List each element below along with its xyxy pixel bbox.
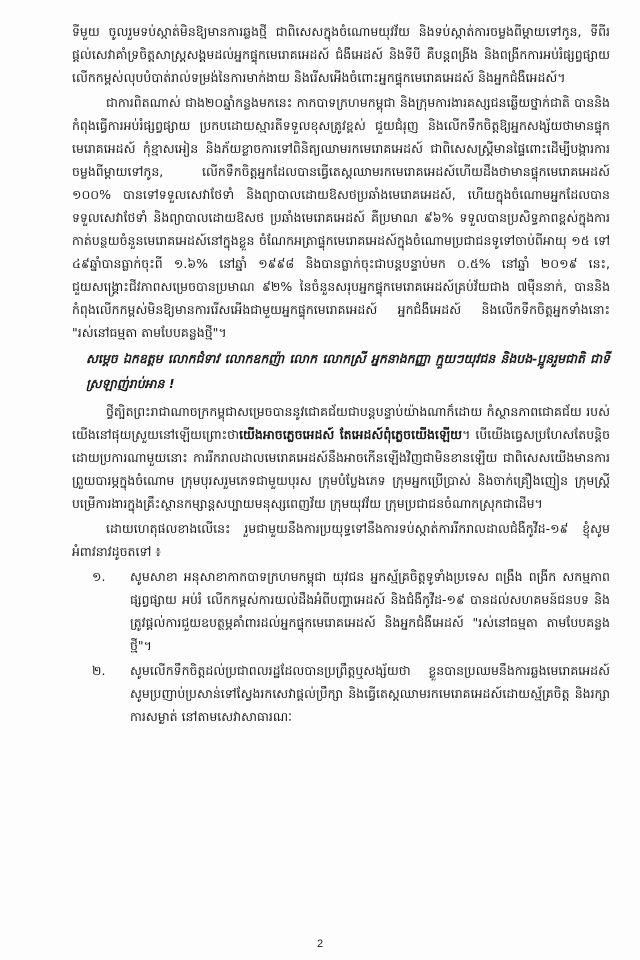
page-number: 2	[316, 938, 324, 950]
paragraph-1: ទីមួយ ចូលរួមទប់ស្កាត់មិនឱ្យមានការឆ្លងថ្មី ជាពិសេសក្នុងចំណោមយុវវ័យ និងទប់ស្កាត់ការចម្លងពីម្តាយទៅកូន, ទីពីរ ផ្តល់សេវាគាំទ្រចិត្តសាស្ត្រសង្គមដល់អ្នកផ្ទុកមេរោគអេដស៍ ជំងឺអេដស៍ និងទីបី គឺបន្តពង្រីង និងពង្រីកការអប់រំផ្សព្វផ្សាយលើកកម្ពស់លុបបំបាត់រាល់ទម្រង់នៃការមាក់ងាយ និងរើសអើងចំពោះអ្នកផ្ទុកមេរោគអេដស៍ និងអ្នកជំងឺអេដស៍។	[72, 24, 610, 85]
paragraph-3	[72, 400, 610, 515]
paragraph-3-end: ។ បើយើងធ្វេសប្រហែសតែបន្តិចដោយប្រការណាមួយនោះ ការរីករាលដាលមេរោគអេដស៍នឹងអាចកើនឡើងវិញជាមិនខានឡើយ ជាពិសេសយើងមានការព្រួយបារម្ភក្នុងចំណោម ក្រុមបុរសរួមភេទជាមួយបុរស ក្រុមបំប្លែងភេទ ក្រុមអ្នកប្រើប្រាស់ និងចាក់គ្រឿងញៀន ក្រុមស្ត្រីបម្រើការងារក្នុងគ្រឹះស្ថានកម្សាន្តសប្បាយមនុស្សពេញវ័យ ក្រុមយុវវ័យ ក្រុមប្រជាជនចំណាកស្រុកជាដើម។	[72, 427, 610, 511]
list-item-number: ១.	[92, 569, 106, 584]
paragraph-4: ដោយហេតុផលខាងលើនេះ រួមជាមួយនឹងការប្រយុទ្ធទៅនឹងការទប់ស្កាត់ការរីករាលដាលជំងឺកូវីដ-១៩ ខ្ញុំសូមអំពាវនាវដូចតទៅ ៖	[72, 521, 610, 559]
list-item	[92, 659, 610, 728]
list-item-text: សូមលើកទឹកចិត្តដល់ប្រជាពលរដ្ឋដែលបានប្រព្រឹត្តឬសង្ស័យថា ខ្លួនបានប្រឈមនឹងការឆ្លងមេរោគអេដស៍ សូមប្រញាប់ប្រសាន់ទៅស្វែងរកសេវាផ្តល់ប្រឹក្សា និងធ្វើតេស្តឈាមរកមេរោគអេដស៍ដោយស្ម័គ្រចិត្ត និងរក្សាការសម្ងាត់ នៅតាមសេវាសាធារណៈ	[130, 663, 610, 724]
list-item-text: សូមសាខា អនុសាខាកាកបាទក្រហមកម្ពុជា យុវជន អ្នកស្ម័គ្រចិត្តទូទាំងប្រទេស ពង្រឹង ពង្រីក សកម្មភាពផ្សព្វផ្សាយ អប់រំ លើកកម្ពស់ការយល់ដឹងអំពីបញ្ហាអេដស៍ និងជំងឺកូវីដ-១៩ បានដល់សហគមន៍ជនបទ និងត្រូវផ្តល់ការជួយឧបត្ថម្ភគាំពារដល់អ្នកផ្ទុកមេរោគអេដស៍ និងអ្នកជំងឺអេដស៍ "រស់នៅធម្មតា តាមបែបគន្លងថ្មី"។	[130, 569, 610, 653]
paragraph-3-start: ថ្វីត្បិតព្រះរាជាណាចក្រកម្ពុជាសម្រេចបាននូវជោគជ័យជាបន្តបន្ទាប់យ៉ាងណាក៏ដោយ កំស្ថានភាពជោគជ័យ របស់យើងនៅផុយស្រួយនៅឡើយព្រោះថា	[72, 404, 610, 442]
salutation-highlight: សម្តេច ឯកឧត្តម លោកជំទាវ លោកឧកញ៉ា លោក លោកស្រី អ្នកនាងកញ្ញា ក្មួយៗយុវជន និងបង-ប្អូនរួមជាតិ ជាទីស្រឡាញ់រាប់អាន !	[86, 351, 610, 391]
appeal-list	[72, 565, 610, 728]
list-item-number: ២.	[92, 663, 106, 678]
list-item	[92, 565, 610, 657]
paragraph-3-emphasis: យើងអាចភ្លេចអេដស៍ តែអេដស៍ពុំភ្លេចយើងឡើយ	[239, 427, 463, 442]
paragraph-2: ជាការពិតណាស់ ជាង២០ឆ្នាំកន្លងមកនេះ កាកបាទក្រហមកម្ពុជា និងក្រុមការងារគស្សជនឆ្លើយថ្នាក់ជាតិ បាននិងកំពុងធ្វើការអប់រំផ្សព្វផ្សាយ ប្រកបដោយស្មារតីទទួលខុសត្រូវខ្ពស់ ជួយជំរុញ និងលើកទឹកចិត្តឱ្យអ្នកសង្ស័យថាមានផ្ទុកមេរោគអេដស៍ កុំខ្មាសអៀន និងភ័យខ្លាចការទៅពិនិត្យឈាមរកមេរោគអេដស៍ ជាពិសេសស្ត្រីមានផ្ទៃពោះដើម្បីបង្ការការចម្លងពីម្តាយទៅកូន, លើកទឹកចិត្តអ្នកដែលបានធ្វើតេស្តឈាមរកមេរោគអេដស៍ហើយដឹងថាមានផ្ទុកមេរោគអេដស៍ ១០០% បានទៅទទួលសេវាថែទាំ និងព្យាបាលដោយឱសថប្រឆាំងមេរោគអេដស៍, ហើយក្នុងចំណោមអ្នកដែលបានទទួលសេវាថែទាំ និងព្យាបាលដោយឱសថ ប្រឆាំងមេរោគអេដស៍ គឺប្រមាណ ៩៦% ទទួលបានប្រសិទ្ធភាពខ្ពស់ក្នុងការកាត់បន្ថយចំនួនមេរោគអេដស៍នៅក្នុងខ្លួន ចំណែកអត្រាផ្ទុកមេរោគអេដស៍ក្នុងចំណោមប្រជាជនទូទៅចាប់ពីអាយុ ១៥ ទៅ ៤៩ឆ្នាំបានធ្លាក់ចុះពី ១.៦% នៅឆ្នាំ ១៩៩៨ និងបានធ្លាក់ចុះជាបន្តបន្ទាប់មក ០.៥% នៅឆ្នាំ ២០១៩ នេះ, ជួយសង្គ្រោះជីវភាពសម្រេចបានប្រមាណ ៩២% នៃចំនួនសរុបអ្នកផ្ទុកមេរោគអេដស៍គ្រប់វ័យជាង ៧ម៉ឺននាក់, បាននិងកំពុងលើកកម្ពស់មិនឱ្យមានការរើសអើងជាមួយអ្នកផ្ទុកមេរោគអេដស៍ អ្នកជំងឺអេដស៍ និងលើកទឹកចិត្តអ្នកទាំងនោះ "រស់នៅធម្មតា តាមបែបគន្លងថ្មី"។	[72, 95, 610, 340]
document-body	[72, 20, 610, 730]
